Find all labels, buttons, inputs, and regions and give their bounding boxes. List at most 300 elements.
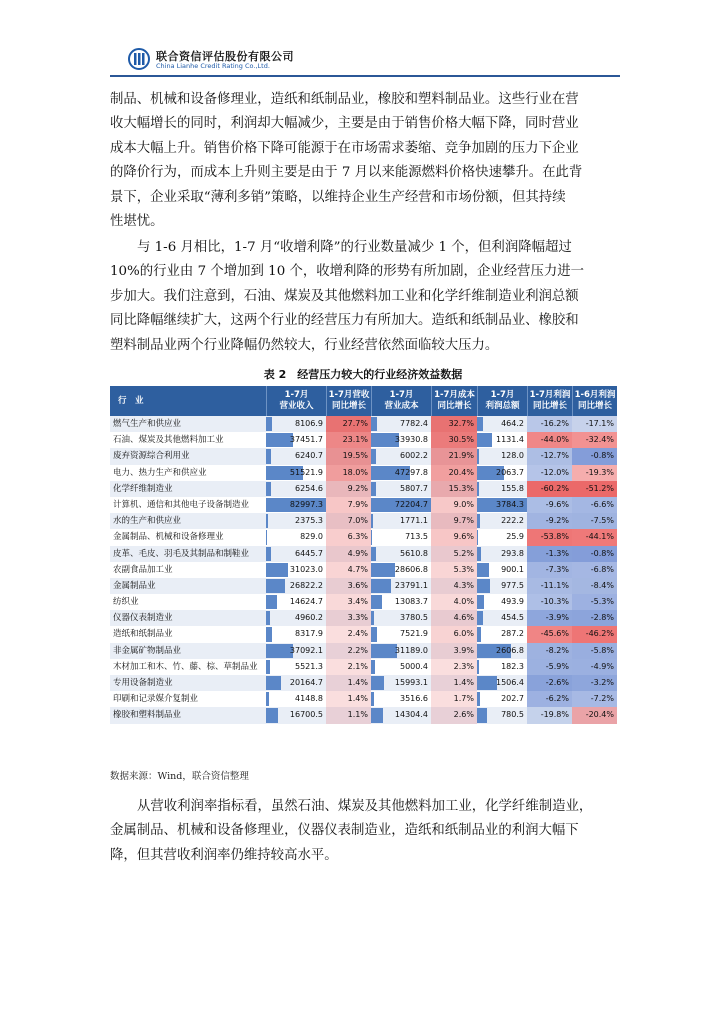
cell-value: 橡胶和塑料制品业 xyxy=(113,710,182,721)
cell-value: 977.5 xyxy=(501,580,524,590)
cell-value: -6.6% xyxy=(590,499,614,509)
cell-value: 493.9 xyxy=(501,597,524,607)
table-cell-rev_g xyxy=(326,465,371,481)
data-bar xyxy=(477,676,497,690)
paragraph-line: 制品、机械和设备修理业，造纸和纸制品业，橡胶和塑料制品业。这些行业在营 xyxy=(110,92,579,107)
cell-value: 20164.7 xyxy=(289,678,323,687)
data-bar xyxy=(371,514,373,528)
company-logo-icon xyxy=(128,48,150,70)
cell-value: 182.3 xyxy=(501,661,524,671)
cell-value: 7.0% xyxy=(347,516,368,526)
cell-value: -7.2% xyxy=(590,694,614,704)
cell-value: -4.9% xyxy=(590,661,614,671)
cell-value: 2606.8 xyxy=(496,645,524,655)
table-cell-rev xyxy=(266,707,326,723)
table-row xyxy=(110,497,617,513)
cell-value: 1.4% xyxy=(347,694,368,704)
table-cell-rev_g xyxy=(326,691,371,707)
cell-value: 27.7% xyxy=(342,419,368,428)
cell-value: 5521.3 xyxy=(295,661,323,671)
table-cell-p_g6 xyxy=(572,432,617,448)
table-header-cell: 1-7月成本 同比增长 xyxy=(431,386,477,416)
table-cell-rev_g xyxy=(326,416,371,432)
cell-value: 9.7% xyxy=(453,516,474,526)
table-cell-name xyxy=(110,513,266,529)
cell-value: -17.1% xyxy=(585,419,614,428)
cell-value: -19.8% xyxy=(540,710,569,720)
table-cell-cost xyxy=(371,513,431,529)
cell-value: 8317.9 xyxy=(295,629,323,639)
cell-value: -9.6% xyxy=(545,499,569,509)
table-cell-name xyxy=(110,643,266,659)
cell-value: 7.9% xyxy=(347,499,368,509)
table-cell-name xyxy=(110,497,266,513)
cell-value: -45.6% xyxy=(540,629,569,639)
data-bar xyxy=(266,644,293,658)
cell-value: 900.1 xyxy=(501,564,524,574)
cell-value: -0.8% xyxy=(590,451,614,461)
table-header-cell: 1-7月营收 同比增长 xyxy=(326,386,371,416)
table-cell-p_g6 xyxy=(572,626,617,642)
table-cell-p_g6 xyxy=(572,643,617,659)
paragraph-line: 从营收利润率指标看，虽然石油、煤炭及其他燃料加工业，化学纤维制造业， xyxy=(137,799,593,814)
paragraph-line: 成本大幅上升。销售价格下降可能源于在市场需求萎缩、竞争加剧的压力下企业 xyxy=(110,140,579,156)
data-bar xyxy=(266,692,269,706)
cell-value: 25.9 xyxy=(506,532,524,542)
table-cell-cost_g xyxy=(431,643,477,659)
cell-value: 5000.4 xyxy=(400,661,428,671)
cell-value: 7782.4 xyxy=(400,419,428,428)
table-cell-p_g xyxy=(527,675,572,691)
cell-value: -60.2% xyxy=(540,483,569,493)
table-cell-name xyxy=(110,578,266,594)
cell-value: 14624.7 xyxy=(289,597,323,607)
table-cell-cost xyxy=(371,675,431,691)
table-cell-name xyxy=(110,416,266,432)
table-cell-p_g xyxy=(527,465,572,481)
table-cell-rev xyxy=(266,448,326,464)
cell-value: 18.0% xyxy=(342,467,368,477)
data-bar xyxy=(477,595,484,609)
cell-value: 电力、热力生产和供应业 xyxy=(113,467,207,478)
paragraph-line: 塑料制品业两个行业降幅仍然较大，行业经营依然面临较大压力。 xyxy=(110,337,499,353)
table-cell-profit xyxy=(477,448,527,464)
table-cell-cost_g xyxy=(431,432,477,448)
data-bar xyxy=(371,563,395,577)
industry-data-table xyxy=(110,386,617,724)
table-cell-cost_g xyxy=(431,529,477,545)
table-cell-profit xyxy=(477,675,527,691)
cell-value: 47297.8 xyxy=(394,467,428,477)
table-cell-p_g xyxy=(527,610,572,626)
table-cell-p_g xyxy=(527,594,572,610)
cell-value: 5610.8 xyxy=(400,548,428,558)
cell-value: -8.4% xyxy=(590,580,614,590)
table-cell-profit xyxy=(477,432,527,448)
cell-value: 4.7% xyxy=(347,564,368,574)
table-row xyxy=(110,546,617,562)
cell-value: 14304.4 xyxy=(394,710,428,720)
table-header-cell: 1-7月利润 同比增长 xyxy=(527,386,572,416)
table-row xyxy=(110,691,617,707)
table-title: 表 2 经营压力较大的行业经济效益数据 xyxy=(263,368,463,381)
table-row xyxy=(110,465,617,481)
table-cell-profit xyxy=(477,546,527,562)
cell-value: 72204.7 xyxy=(394,499,428,509)
cell-value: 6002.2 xyxy=(400,451,428,461)
cell-value: 废弃资源综合利用业 xyxy=(113,451,190,462)
data-bar xyxy=(371,530,372,544)
table-row xyxy=(110,562,617,578)
cell-value: 4.6% xyxy=(453,613,474,623)
table-cell-rev_g xyxy=(326,626,371,642)
cell-value: 6254.6 xyxy=(295,483,323,493)
cell-value: 4.9% xyxy=(347,548,368,558)
table-cell-rev xyxy=(266,562,326,578)
paragraph-1 xyxy=(110,88,616,234)
data-bar xyxy=(371,482,376,496)
cell-value: 464.2 xyxy=(501,419,524,428)
table-cell-p_g6 xyxy=(572,691,617,707)
table-cell-cost_g xyxy=(431,707,477,723)
table-cell-rev xyxy=(266,610,326,626)
data-bar xyxy=(371,611,374,625)
cell-value: 2063.7 xyxy=(496,467,524,477)
cell-value: -53.8% xyxy=(540,532,569,542)
cell-value: 非金属矿物制品业 xyxy=(113,645,182,656)
cell-value: 木材加工和木、竹、藤、棕、草制品业 xyxy=(113,661,258,672)
cell-value: 金属制品业 xyxy=(113,580,156,591)
cell-value: 2.6% xyxy=(453,710,474,720)
table-cell-p_g6 xyxy=(572,513,617,529)
table-row xyxy=(110,578,617,594)
table-row xyxy=(110,610,617,626)
paragraph-3 xyxy=(110,795,616,868)
table-cell-rev xyxy=(266,432,326,448)
table-row xyxy=(110,513,617,529)
table-cell-name xyxy=(110,546,266,562)
table-header-cell: 1-7月 营业成本 xyxy=(371,386,431,416)
table-header-cell: 1-6月利润 同比增长 xyxy=(572,386,617,416)
table-cell-rev xyxy=(266,675,326,691)
paragraph-line: 与 1-6 月相比，1-7 月“收增利降”的行业数量减少 1 个，但利润降幅超过 xyxy=(137,240,572,255)
table-cell-cost_g xyxy=(431,497,477,513)
table-cell-p_g6 xyxy=(572,578,617,594)
table-cell-p_g6 xyxy=(572,562,617,578)
table-cell-rev_g xyxy=(326,659,371,675)
cell-value: -51.2% xyxy=(585,483,614,493)
table-cell-p_g xyxy=(527,448,572,464)
cell-value: 9.6% xyxy=(453,532,474,542)
cell-value: 4148.8 xyxy=(295,694,323,704)
data-bar xyxy=(477,692,480,706)
table-cell-name xyxy=(110,675,266,691)
table-cell-p_g xyxy=(527,513,572,529)
table-cell-p_g xyxy=(527,432,572,448)
cell-value: 780.5 xyxy=(501,710,524,720)
cell-value: 5807.7 xyxy=(400,483,428,493)
cell-value: -11.1% xyxy=(540,580,569,590)
cell-value: 6.0% xyxy=(453,629,474,639)
cell-value: -8.2% xyxy=(545,645,569,655)
data-bar xyxy=(371,660,375,674)
table-cell-name xyxy=(110,659,266,675)
data-bar xyxy=(371,644,397,658)
table-cell-p_g6 xyxy=(572,707,617,723)
table-cell-cost xyxy=(371,626,431,642)
cell-value: 454.5 xyxy=(501,613,524,623)
cell-value: 31023.0 xyxy=(289,564,323,574)
cell-value: -6.2% xyxy=(545,694,569,704)
data-bar xyxy=(371,595,382,609)
table-header-row xyxy=(110,386,617,416)
data-bar xyxy=(477,627,481,641)
table-row xyxy=(110,643,617,659)
table-cell-name xyxy=(110,594,266,610)
cell-value: 28606.8 xyxy=(394,564,428,574)
cell-value: -10.3% xyxy=(540,597,569,607)
table-row xyxy=(110,626,617,642)
data-bar xyxy=(477,417,483,431)
cell-value: 2.1% xyxy=(347,661,368,671)
data-bar xyxy=(266,514,268,528)
table-cell-cost_g xyxy=(431,546,477,562)
cell-value: 纺织业 xyxy=(113,597,139,608)
cell-value: 19.5% xyxy=(342,451,368,461)
page-header xyxy=(110,44,620,78)
data-bar xyxy=(266,449,271,463)
cell-value: 26822.2 xyxy=(289,580,323,590)
table-cell-profit xyxy=(477,643,527,659)
table-cell-p_g xyxy=(527,529,572,545)
cell-value: 293.8 xyxy=(501,548,524,558)
cell-value: 23791.1 xyxy=(394,580,428,590)
data-bar xyxy=(477,547,481,561)
table-cell-p_g6 xyxy=(572,481,617,497)
data-bar xyxy=(266,708,278,722)
table-cell-cost xyxy=(371,497,431,513)
cell-value: 2375.3 xyxy=(295,516,323,526)
table-cell-p_g6 xyxy=(572,448,617,464)
data-bar xyxy=(266,482,271,496)
cell-value: 287.2 xyxy=(501,629,524,639)
paragraph-line: 收大幅增长的同时，利润却大幅减少，主要是由于销售价格大幅下降，同时营业 xyxy=(110,116,579,132)
data-bar xyxy=(371,708,383,722)
data-bar xyxy=(266,611,270,625)
cell-value: 水的生产和供应业 xyxy=(113,516,182,527)
table-cell-profit xyxy=(477,465,527,481)
cell-value: -12.0% xyxy=(540,467,569,477)
paragraph-line: 降，但其营收利润率仍维持较高水平。 xyxy=(110,847,338,863)
table-cell-name xyxy=(110,626,266,642)
table-cell-rev_g xyxy=(326,643,371,659)
table-cell-rev xyxy=(266,465,326,481)
data-bar xyxy=(266,433,293,447)
cell-value: 石油、煤炭及其他燃料加工业 xyxy=(113,435,224,446)
cell-value: 13083.7 xyxy=(394,597,428,607)
table-cell-name xyxy=(110,481,266,497)
cell-value: 化学纤维制造业 xyxy=(113,483,173,494)
table-cell-p_g xyxy=(527,562,572,578)
table-cell-rev_g xyxy=(326,448,371,464)
table-cell-rev_g xyxy=(326,675,371,691)
company-name-cn: 联合资信评估股份有限公司 xyxy=(156,50,294,63)
table-cell-profit xyxy=(477,594,527,610)
cell-value: 皮革、毛皮、羽毛及其制品和制鞋业 xyxy=(113,548,250,559)
table-cell-profit xyxy=(477,610,527,626)
cell-value: 6.3% xyxy=(347,532,368,542)
cell-value: 3516.6 xyxy=(400,694,428,704)
data-bar xyxy=(477,579,490,593)
table-source-note: 数据来源：Wind，联合资信整理 xyxy=(110,771,249,782)
cell-value: 4.0% xyxy=(453,597,474,607)
table-cell-cost xyxy=(371,594,431,610)
data-bar xyxy=(266,547,271,561)
cell-value: 3.6% xyxy=(347,580,368,590)
cell-value: 2.3% xyxy=(453,661,474,671)
cell-value: 金属制品、机械和设备修理业 xyxy=(113,532,224,543)
table-cell-rev_g xyxy=(326,529,371,545)
paragraph-line: 的降价行为，而成本上升则主要是由于 7 月以来能源燃料价格快速攀升。在此背 xyxy=(110,165,583,181)
cell-value: -2.6% xyxy=(545,678,569,687)
table-row xyxy=(110,659,617,675)
cell-value: 713.5 xyxy=(405,532,428,542)
table-cell-p_g6 xyxy=(572,675,617,691)
table-cell-name xyxy=(110,448,266,464)
cell-value: 21.9% xyxy=(448,451,474,461)
cell-value: 30.5% xyxy=(448,435,474,445)
cell-value: -5.3% xyxy=(590,597,614,607)
cell-value: 印刷和记录媒介复制业 xyxy=(113,694,199,705)
table-header-cell: 1-7月 营业收入 xyxy=(266,386,326,416)
cell-value: 31189.0 xyxy=(394,645,428,655)
table-cell-rev_g xyxy=(326,578,371,594)
cell-value: 16700.5 xyxy=(289,710,323,720)
cell-value: -3.9% xyxy=(545,613,569,623)
table-cell-cost xyxy=(371,643,431,659)
data-bar xyxy=(266,563,288,577)
table-cell-profit xyxy=(477,707,527,723)
table-cell-p_g6 xyxy=(572,659,617,675)
table-cell-rev xyxy=(266,643,326,659)
cell-value: 1771.1 xyxy=(400,516,428,526)
cell-value: 4960.2 xyxy=(295,613,323,623)
table-cell-profit xyxy=(477,659,527,675)
table-body xyxy=(110,416,617,724)
data-bar xyxy=(477,660,479,674)
table-cell-rev xyxy=(266,416,326,432)
table-cell-name xyxy=(110,610,266,626)
table-cell-cost_g xyxy=(431,416,477,432)
data-bar xyxy=(477,708,487,722)
table-cell-rev_g xyxy=(326,546,371,562)
table-row xyxy=(110,594,617,610)
table-cell-name xyxy=(110,529,266,545)
data-bar xyxy=(266,627,272,641)
cell-value: 37451.7 xyxy=(289,435,323,445)
table-cell-p_g xyxy=(527,659,572,675)
cell-value: 造纸和纸制品业 xyxy=(113,629,173,640)
cell-value: 9.2% xyxy=(347,483,368,493)
cell-value: -7.3% xyxy=(545,564,569,574)
paragraph-line: 步加大。我们注意到，石油、煤炭及其他燃料加工业和化学纤维制造业利润总额 xyxy=(110,288,579,304)
cell-value: 32.7% xyxy=(448,419,474,428)
cell-value: -7.5% xyxy=(590,516,614,526)
table-cell-rev xyxy=(266,578,326,594)
cell-value: 1.7% xyxy=(453,694,474,704)
cell-value: -5.9% xyxy=(545,661,569,671)
table-cell-p_g6 xyxy=(572,497,617,513)
table-cell-p_g xyxy=(527,546,572,562)
table-cell-name xyxy=(110,432,266,448)
paragraph-line: 同比降幅继续扩大，这两个行业的经营压力有所加大。造纸和纸制品业、橡胶和 xyxy=(110,313,579,329)
table-cell-rev_g xyxy=(326,497,371,513)
table-cell-profit xyxy=(477,481,527,497)
cell-value: 15993.1 xyxy=(394,678,428,687)
paragraph-line: 金属制品、机械和设备修理业，仪器仪表制造业，造纸和纸制品业的利润大幅下 xyxy=(110,823,579,839)
table-cell-profit xyxy=(477,562,527,578)
cell-value: -46.2% xyxy=(585,629,614,639)
data-bar xyxy=(477,482,479,496)
cell-value: 2.2% xyxy=(347,645,368,655)
cell-value: 6240.7 xyxy=(295,451,323,461)
paragraph-line: 景下，企业采取“薄利多销”策略，以维持企业生产经营和市场份额，但其持续 xyxy=(110,189,566,205)
cell-value: -2.8% xyxy=(590,613,614,623)
cell-value: -44.1% xyxy=(585,532,614,542)
table-cell-rev xyxy=(266,497,326,513)
cell-value: 15.3% xyxy=(448,483,474,493)
table-cell-p_g xyxy=(527,626,572,642)
table-cell-cost_g xyxy=(431,659,477,675)
table-cell-cost xyxy=(371,546,431,562)
table-cell-profit xyxy=(477,513,527,529)
table-cell-p_g6 xyxy=(572,594,617,610)
data-bar xyxy=(266,676,281,690)
table-cell-name xyxy=(110,562,266,578)
cell-value: 3.4% xyxy=(347,597,368,607)
table-cell-rev_g xyxy=(326,562,371,578)
cell-value: 1131.4 xyxy=(496,435,524,445)
table-cell-rev_g xyxy=(326,707,371,723)
table-cell-cost xyxy=(371,707,431,723)
table-cell-p_g6 xyxy=(572,416,617,432)
table-cell-rev_g xyxy=(326,513,371,529)
data-bar xyxy=(266,417,272,431)
cell-value: 燃气生产和供应业 xyxy=(113,419,182,429)
table-cell-cost xyxy=(371,416,431,432)
cell-value: 51521.9 xyxy=(289,467,323,477)
table-cell-rev xyxy=(266,513,326,529)
data-bar xyxy=(477,433,492,447)
cell-value: -1.3% xyxy=(545,548,569,558)
cell-value: 7521.9 xyxy=(400,629,428,639)
cell-value: -9.2% xyxy=(545,516,569,526)
table-cell-profit xyxy=(477,691,527,707)
cell-value: 155.8 xyxy=(501,483,524,493)
cell-value: -5.8% xyxy=(590,645,614,655)
data-bar xyxy=(477,563,489,577)
cell-value: 1506.4 xyxy=(496,678,524,687)
table-cell-cost xyxy=(371,481,431,497)
data-bar xyxy=(266,660,270,674)
table-cell-cost xyxy=(371,578,431,594)
table-header-cell: 行 业 xyxy=(118,395,144,406)
table-cell-p_g6 xyxy=(572,529,617,545)
table-cell-cost_g xyxy=(431,578,477,594)
table-cell-rev xyxy=(266,594,326,610)
table-cell-rev xyxy=(266,546,326,562)
company-name-en: China Lianhe Credit Rating Co.,Ltd. xyxy=(156,62,270,70)
